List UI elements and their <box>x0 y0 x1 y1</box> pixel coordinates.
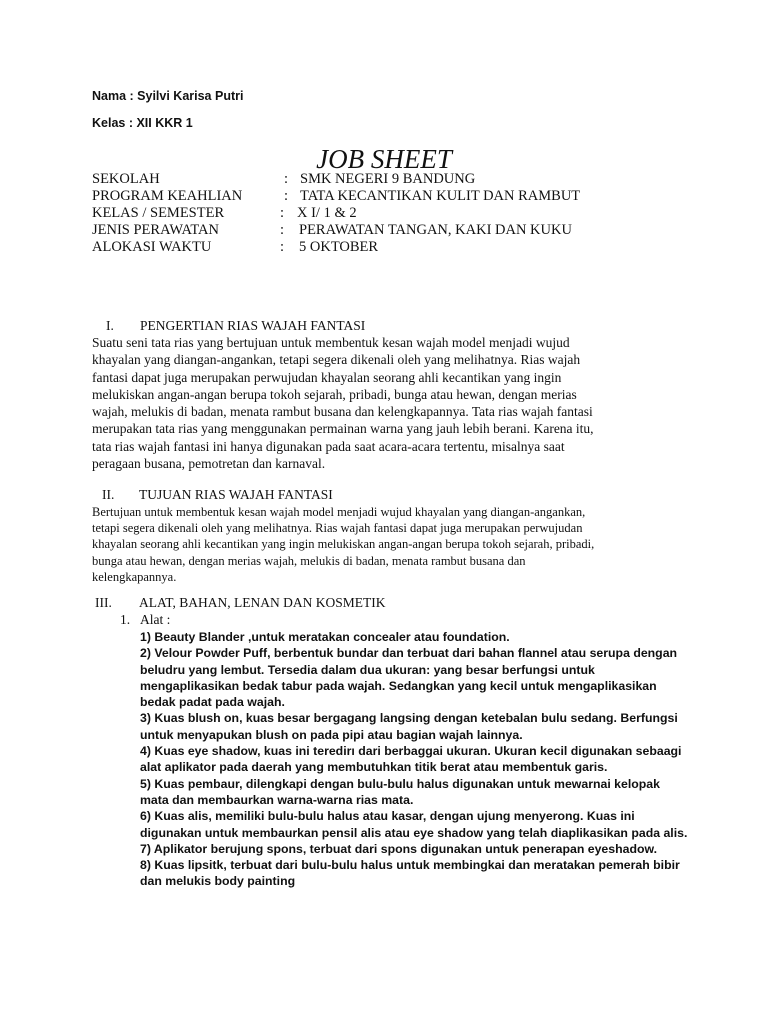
list-item: 1) Beauty Blander ,untuk meratakan concealer atau foundation. <box>140 630 510 644</box>
info-colon: : <box>280 205 285 221</box>
list-item: 5) Kuas pembaur, dilengkapi dengan bulu-bulu halus digunakan untuk mewarnai kelopak mata dan membaurkan warna-warna rias mata. <box>140 776 660 807</box>
list-item: 6) Kuas alis, memiliki bulu-bulu halus atau kasar, dengan ujung menyerong. Kuas ini digunakan untuk membaurkan pensil alis atau eye shadow yang telah diaplikasikan pada alis. <box>140 809 688 840</box>
info-value: PERAWATAN TANGAN, KAKI DAN KUKU <box>299 222 572 238</box>
info-label: SEKOLAH <box>92 171 160 187</box>
info-label: KELAS / SEMESTER <box>92 205 225 221</box>
student-name: Nama : Syilvi Karisa Putri <box>92 89 244 103</box>
section-title: TUJUAN RIAS WAJAH FANTASI <box>139 487 333 502</box>
student-class: Kelas : XII KKR 1 <box>92 116 193 130</box>
list-item: 7) Aplikator berujung spons, terbuat dari spons digunakan untuk penerapan eyeshadow. <box>140 841 658 856</box>
info-label: PROGRAM KEAHLIAN <box>92 188 243 204</box>
section-title: PENGERTIAN RIAS WAJAH FANTASI <box>140 318 366 333</box>
info-colon: : <box>280 222 285 238</box>
info-colon: : <box>284 171 289 187</box>
info-value: 5 OKTOBER <box>299 239 379 255</box>
sub-label: Alat : <box>140 612 171 627</box>
info-label: ALOKASI WAKTU <box>92 239 212 255</box>
section-1-body: Suatu seni tata rias yang bertujuan untuk membentuk kesan wajah model menjadi wujud khayalan yang diangan-angankan, tetapi segera dikenali oleh yang melihatnya. Rias wajah fantasi dapat juga merupakan perwujudan khayalan seorang ahli kecantikan yang ingin melukiskan angan-angan berupa tokoh sejarah, pribadi, bunga atau hewan, dengan merias wajah, melukis di badan, menata rambut busana dan kelengkapannya. Tata rias wajah fantasi merupakan tata rias yang menggunakan permainan warna yang jauh lebih berani. Karena itu, tata rias wajah fantasi ini hanya digunakan pada saat acara-acara tertentu, misalnya saat peragaan busana, pemotretan dan karnaval. <box>92 335 594 472</box>
list-item: 2) Velour Powder Puff, berbentuk bundar dan terbuat dari bahan flannel atau serupa dengan beludru yang lembut. Tersedia dalam dua ukuran: yang besar berfungsi untuk mengaplikasikan bedak tabur pada wajah. Sedangkan yang kecil untuk mengaplikasikan bedak padat pada wajah. <box>140 646 678 710</box>
section-number: I. <box>106 318 114 333</box>
info-value: SMK NEGERI 9 BANDUNG <box>300 171 476 187</box>
info-value: X I/ 1 & 2 <box>297 205 357 221</box>
info-value: TATA KECANTIKAN KULIT DAN RAMBUT <box>300 188 581 204</box>
section-number: III. <box>95 595 112 610</box>
section-title: ALAT, BAHAN, LENAN DAN KOSMETIK <box>139 595 386 610</box>
list-item: 8) Kuas lipsitk, terbuat dari bulu-bulu halus untuk membingkai dan meratakan pemerah bibir dan melukis body painting <box>140 858 680 889</box>
section-2-body: Bertujuan untuk membentuk kesan wajah model menjadi wujud khayalan yang diangan-angankan, tetapi segera dikenali oleh yang melihatnya. Rias wajah fantasi dapat juga merupakan perwujudan khayalan seorang ahli kecantikan yang ingin melukiskan angan-angan berupa tokoh sejarah, pribadi, bunga atau hewan, dengan merias wajah, melukis di badan, menata rambut busana dan kelengkapannya. <box>92 505 595 584</box>
tools-list <box>140 629 720 890</box>
info-label: JENIS PERAWATAN <box>92 222 219 238</box>
list-item: 3) Kuas blush on, kuas besar bergagang langsing dengan ketebalan bulu sedang. Berfungsi untuk menyapukan blush on pada pipi atau bagian wajah lainnya. <box>140 711 678 742</box>
list-item: 4) Kuas eye shadow, kuas ini teredirı dari berbaggai ukuran. Ukuran kecil digunakan sebaagi alat aplikator pada daerah yang membutuhkan titik berat atau membentuk garis. <box>140 744 682 775</box>
info-colon: : <box>284 188 289 204</box>
sub-number: 1. <box>120 612 131 627</box>
section-number: II. <box>102 487 115 502</box>
page-title: JOB SHEET <box>316 144 452 174</box>
info-colon: : <box>280 239 285 255</box>
